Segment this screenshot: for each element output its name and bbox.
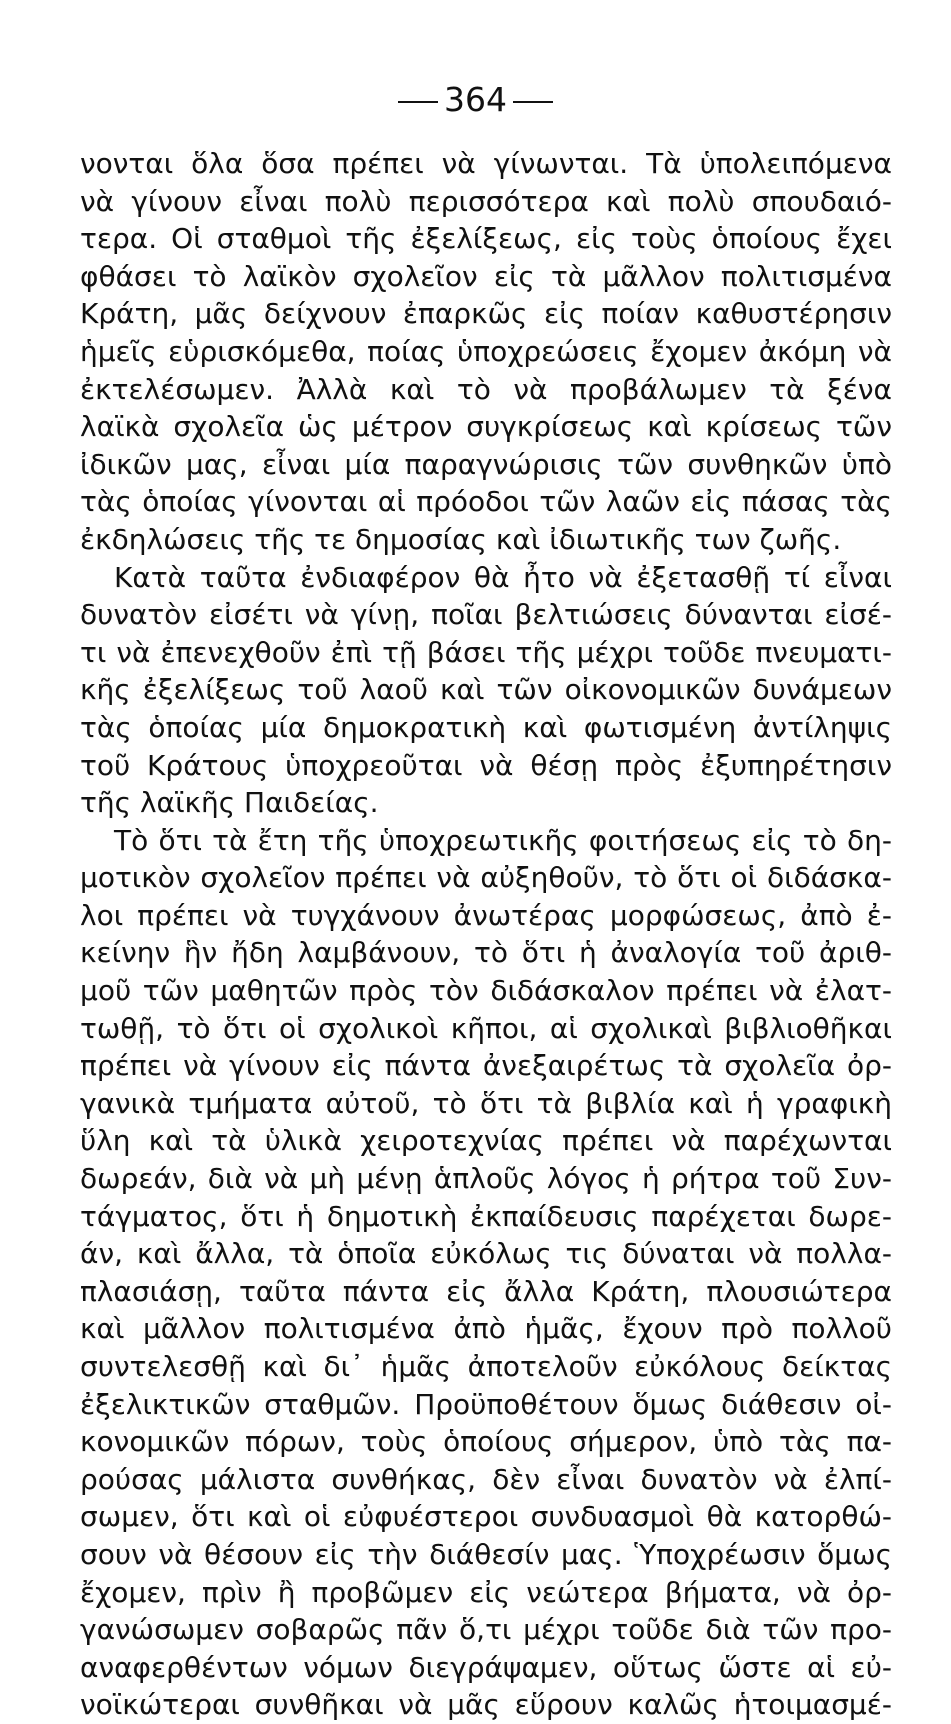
page-number-header [0, 78, 951, 122]
text-line: κονομικῶν πόρων, τοὺς ὁποίους σήμερον, ὑπὸ τὰς πα- [80, 1425, 892, 1459]
text-line: ἰδικῶν μας, εἶναι μία παραγνώρισις τῶν συνθηκῶν ὑπὸ [80, 447, 892, 481]
text-line: τὰς ὁποίας μία δημοκρατικὴ καὶ φωτισμένη ἀντίληψις [80, 710, 892, 744]
body-text [80, 145, 892, 1724]
text-line: κῆς ἐξελίξεως τοῦ λαοῦ καὶ τῶν οἰκονομικῶν δυνάμεων [80, 673, 892, 707]
text-line: τωθῇ, τὸ ὅτι οἱ σχολικοὶ κῆποι, αἱ σχολικαὶ βιβλιοθῆκαι [80, 1011, 892, 1045]
text-line: τάγματος, ὅτι ἡ δημοτικὴ ἐκπαίδευσις παρέχεται δωρε- [80, 1199, 892, 1233]
header-dash-right [513, 101, 553, 103]
text-line: ἔχομεν, πρὶν ἢ προβῶμεν εἰς νεώτερα βήματα, νὰ ὀρ- [80, 1575, 892, 1609]
text-line: ὕλη καὶ τὰ ὑλικὰ χειροτεχνίας πρέπει νὰ παρέχωνται [80, 1124, 892, 1158]
text-line: νὰ γίνουν εἶναι πολὺ περισσότερα καὶ πολὺ σπουδαιό- [80, 184, 892, 218]
text-line: ἐκτελέσωμεν. Ἀλλὰ καὶ τὸ νὰ προβάλωμεν τὰ ξένα [80, 372, 892, 406]
text-line: συντελεσθῇ καὶ δι᾽ ἡμᾶς ἀποτελοῦν εὐκόλους δείκτας [80, 1350, 892, 1383]
text-line: τι νὰ ἐπενεχθοῦν ἐπὶ τῇ βάσει τῆς μέχρι τοῦδε πνευματι- [80, 635, 892, 669]
text-line: νονται ὅλα ὅσα πρέπει νὰ γίνωνται. Τὰ ὑπολειπόμενα [80, 147, 892, 180]
text-line: πρέπει νὰ γίνουν εἰς πάντα ἀνεξαιρέτως τὰ σχολεῖα ὀρ- [80, 1049, 892, 1083]
text-line: ἐξελικτικῶν σταθμῶν. Προϋποθέτουν ὅμως διάθεσιν οἰ- [80, 1387, 892, 1421]
text-line: κείνην ἣν ἤδη λαμβάνουν, τὸ ὅτι ἡ ἀναλογία τοῦ ἀριθ- [80, 936, 892, 970]
text-line: τοῦ Κράτους ὑποχρεοῦται νὰ θέσῃ πρὸς ἐξυπηρέτησιν [80, 748, 892, 782]
text-line: νοϊκώτεραι συνθῆκαι νὰ μᾶς εὕρουν καλῶς ἡτοιμασμέ- [80, 1688, 892, 1722]
text-line: γανώσωμεν σοβαρῶς πᾶν ὅ,τι μέχρι τοῦδε διὰ τῶν προ- [80, 1613, 892, 1647]
text-line: Τὸ ὅτι τὰ ἔτη τῆς ὑποχρεωτικῆς φοιτήσεως εἰς τὸ δη- [114, 823, 892, 857]
text-line: ρούσας μάλιστα συνθήκας, δὲν εἶναι δυνατὸν νὰ ἐλπί- [80, 1462, 892, 1496]
text-line: λαϊκὰ σχολεῖα ὡς μέτρον συγκρίσεως καὶ κρίσεως τῶν [80, 410, 892, 444]
page-number: 364 [444, 80, 507, 119]
text-line: σωμεν, ὅτι καὶ οἱ εὐφυέστεροι συνδυασμοὶ θὰ κατορθώ- [80, 1500, 892, 1534]
text-line: τῆς λαϊκῆς Παιδείας. [80, 786, 379, 820]
text-line: καὶ μᾶλλον πολιτισμένα ἀπὸ ἡμᾶς, ἔχουν πρὸ πολλοῦ [80, 1312, 892, 1346]
text-line: αναφερθέντων νόμων διεγράψαμεν, οὕτως ὥστε αἱ εὐ- [80, 1650, 892, 1684]
text-line: τὰς ὁποίας γίνονται αἱ πρόοδοι τῶν λαῶν εἰς πάσας τὰς [80, 485, 892, 519]
text-line: δωρεάν, διὰ νὰ μὴ μένῃ ἁπλοῦς λόγος ἡ ρήτρα τοῦ Συν- [80, 1162, 892, 1196]
text-line: μοῦ τῶν μαθητῶν πρὸς τὸν διδάσκαλον πρέπει νὰ ἐλατ- [80, 974, 892, 1008]
text-line: σουν νὰ θέσουν εἰς τὴν διάθεσίν μας. Ὑποχρέωσιν ὅμως [80, 1537, 892, 1571]
header-dash-left [398, 101, 438, 103]
text-line: Κράτη, μᾶς δείχνουν ἐπαρκῶς εἰς ποίαν καθυστέρησιν [80, 297, 892, 331]
text-line: άν, καὶ ἄλλα, τὰ ὁποῖα εὐκόλως τις δύναται νὰ πολλα- [80, 1237, 892, 1271]
text-line: ἡμεῖς εὑρισκόμεθα, ποίας ὑποχρεώσεις ἔχομεν ἀκόμη νὰ [80, 334, 892, 368]
text-line: λοι πρέπει νὰ τυγχάνουν ἀνωτέρας μορφώσεως, ἀπὸ ἐ- [80, 898, 892, 932]
text-line: μοτικὸν σχολεῖον πρέπει νὰ αὐξηθοῦν, τὸ ὅτι οἱ διδάσκα- [80, 861, 892, 895]
text-line: δυνατὸν εἰσέτι νὰ γίνῃ, ποῖαι βελτιώσεις δύνανται εἰσέ- [80, 598, 892, 632]
text-line: Κατὰ ταῦτα ἐνδιαφέρον θὰ ἦτο νὰ ἐξετασθῇ τί εἶναι [114, 560, 892, 594]
text-line: ἐκδηλώσεις τῆς τε δημοσίας καὶ ἰδιωτικῆς των ζωῆς. [80, 522, 842, 556]
text-line: τερα. Οἱ σταθμοὶ τῆς ἐξελίξεως, εἰς τοὺς ὁποίους ἔχει [80, 222, 892, 256]
text-line: γανικὰ τμήματα αὐτοῦ, τὸ ὅτι τὰ βιβλία καὶ ἡ γραφικὴ [80, 1086, 892, 1120]
text-line: φθάσει τὸ λαϊκὸν σχολεῖον εἰς τὰ μᾶλλον πολιτισμένα [80, 259, 892, 293]
text-line: πλασιάσῃ, ταῦτα πάντα εἰς ἄλλα Κράτη, πλουσιώτερα [80, 1274, 892, 1308]
